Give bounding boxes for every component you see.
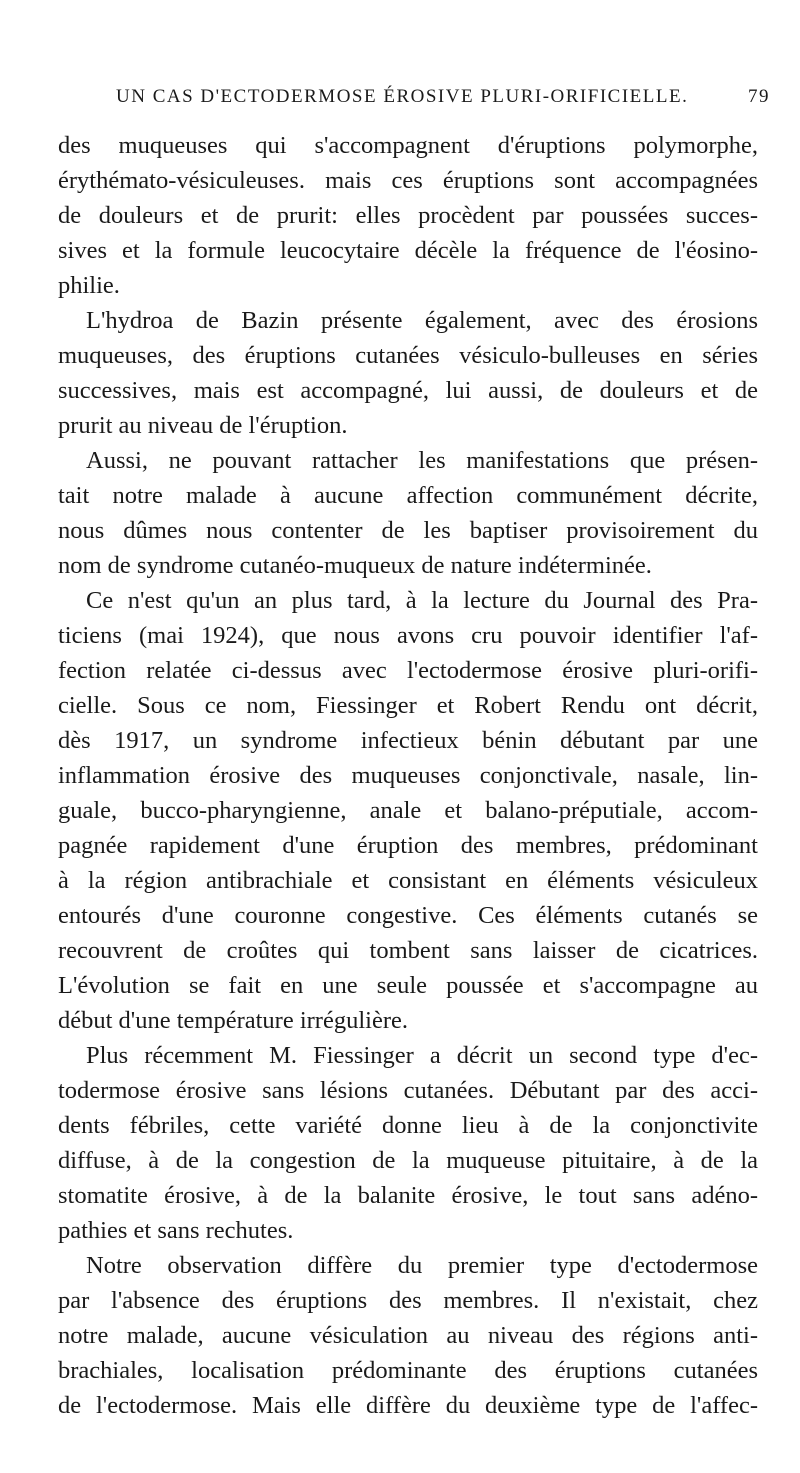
text-line: notre malade, aucune vésiculation au niveau des régions anti- — [58, 1322, 758, 1349]
paragraph-first-line: Plus récemment M. Fiessinger a décrit un second type d'ec- — [86, 1042, 758, 1069]
text-line: de l'ectodermose. Mais elle diffère du deuxième type de l'affec- — [58, 1392, 758, 1419]
text-line: des muqueuses qui s'accompagnent d'éruptions polymorphe, — [58, 132, 758, 159]
text-line: L'évolution se fait en une seule poussée et s'accompagne au — [58, 972, 758, 999]
text-line: pathies et sans rechutes. — [58, 1217, 294, 1244]
paragraph-first-line: L'hydroa de Bazin présente également, avec des érosions — [86, 307, 758, 334]
text-line: todermose érosive sans lésions cutanées. Débutant par des acci- — [58, 1077, 758, 1104]
text-line: à la région antibrachiale et consistant en éléments vésiculeux — [58, 867, 758, 894]
text-line: diffuse, à de la congestion de la muqueuse pituitaire, à de la — [58, 1147, 758, 1174]
page-number: 79 — [748, 86, 770, 107]
text-line: érythémato-vésiculeuses. mais ces éruptions sont accompagnées — [58, 167, 758, 194]
paragraph-first-line: Notre observation diffère du premier type d'ectodermose — [86, 1252, 758, 1279]
text-line: dès 1917, un syndrome infectieux bénin débutant par une — [58, 727, 758, 754]
paragraph-first-line: Aussi, ne pouvant rattacher les manifestations que présen- — [86, 447, 758, 474]
text-line: successives, mais est accompagné, lui aussi, de douleurs et de — [58, 377, 758, 404]
text-line: ticiens (mai 1924), que nous avons cru pouvoir identifier l'af- — [58, 622, 758, 649]
text-line: tait notre malade à aucune affection communément décrite, — [58, 482, 758, 509]
text-line: guale, bucco-pharyngienne, anale et balano-préputiale, accom- — [58, 797, 758, 824]
text-line: entourés d'une couronne congestive. Ces éléments cutanés se — [58, 902, 758, 929]
text-line: cielle. Sous ce nom, Fiessinger et Robert Rendu ont décrit, — [58, 692, 758, 719]
text-line: nous dûmes nous contenter de les baptiser provisoirement du — [58, 517, 758, 544]
text-line: muqueuses, des éruptions cutanées vésiculo-bulleuses en séries — [58, 342, 758, 369]
text-line: stomatite érosive, à de la balanite érosive, le tout sans adéno- — [58, 1182, 758, 1209]
text-line: brachiales, localisation prédominante des éruptions cutanées — [58, 1357, 758, 1384]
text-line: philie. — [58, 272, 120, 299]
text-line: prurit au niveau de l'éruption. — [58, 412, 348, 439]
text-line: inflammation érosive des muqueuses conjonctivale, nasale, lin- — [58, 762, 758, 789]
text-line: fection relatée ci-dessus avec l'ectodermose érosive pluri-orifi- — [58, 657, 758, 684]
text-line: sives et la formule leucocytaire décèle la fréquence de l'éosino- — [58, 237, 758, 264]
text-line: début d'une température irrégulière. — [58, 1007, 408, 1034]
text-line: recouvrent de croûtes qui tombent sans laisser de cicatrices. — [58, 937, 758, 964]
body-text — [58, 128, 758, 1423]
text-line: dents fébriles, cette variété donne lieu à de la conjonctivite — [58, 1112, 758, 1139]
running-title: UN CAS D'ECTODERMOSE ÉROSIVE PLURI-ORIFICIELLE. — [116, 86, 689, 107]
paragraph-first-line: Ce n'est qu'un an plus tard, à la lecture du Journal des Pra- — [86, 587, 758, 614]
text-line: pagnée rapidement d'une éruption des membres, prédominant — [58, 832, 758, 859]
text-line: par l'absence des éruptions des membres. Il n'existait, chez — [58, 1287, 758, 1314]
text-line: de douleurs et de prurit: elles procèdent par poussées succes- — [58, 202, 758, 229]
text-line: nom de syndrome cutanéo-muqueux de nature indéterminée. — [58, 552, 652, 579]
